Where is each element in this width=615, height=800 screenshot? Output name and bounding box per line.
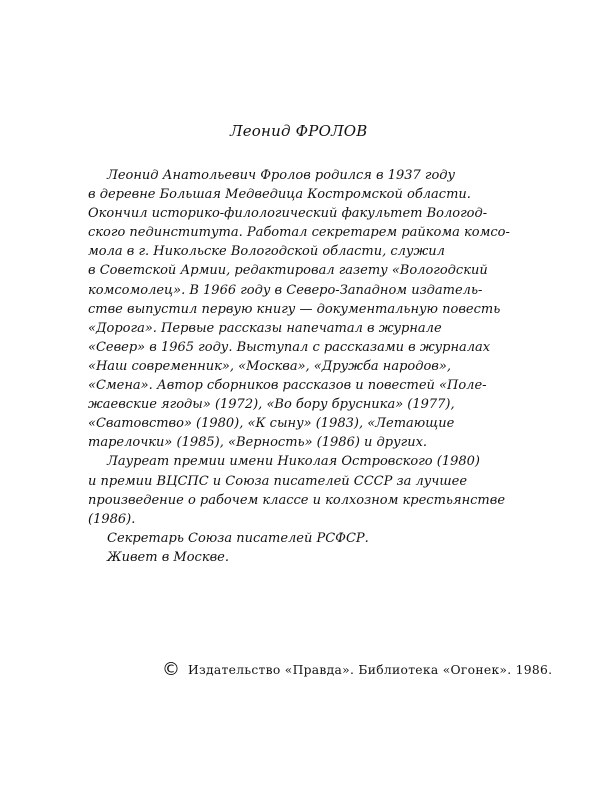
bio-line: (1986). (88, 511, 136, 527)
bio-line: ского пединститута. Работал секретарем райкома комсо- (88, 225, 510, 241)
bio-line: «Север» в 1965 году. Выступал с рассказами в журналах (88, 339, 491, 355)
bio-line: Окончил историко-филологический факультет Вологод- (88, 206, 488, 222)
bio-line: «Дорога». Первые рассказы напечатал в журнале (88, 320, 442, 336)
bio-line: и премии ВЦСПС и Союза писателей СССР за лучшее (88, 473, 468, 489)
bio-line: Живет в Москве. (107, 549, 229, 565)
bio-line: произведение о рабочем классе и колхозном крестьянстве (88, 492, 506, 508)
author-heading: Леонид ФРОЛОВ (230, 122, 368, 140)
bio-line: Лауреат премии имени Николая Островского (1980) (107, 454, 480, 470)
bio-line: стве выпустил первую книгу — документальную повесть (88, 301, 501, 317)
biography (88, 166, 520, 567)
bio-line: Леонид Анатольевич Фролов родился в 1937 году (107, 168, 456, 183)
bio-line: «Сватовство» (1980), «К сыну» (1983), «Летающие (88, 416, 455, 432)
bio-line: мола в г. Никольске Вологодской области, служил (88, 244, 445, 260)
copyright-text: Издательство «Правда». Библиотека «Огонек». 1986. (188, 663, 553, 677)
bio-line: «Смена». Автор сборников рассказов и повестей «Поле- (88, 378, 487, 394)
copyright-notice (162, 660, 552, 680)
copyright-icon: © (162, 659, 180, 680)
bio-line: тарелочки» (1985), «Верность» (1986) и других. (88, 435, 428, 451)
bio-line: в Советской Армии, редактировал газету «Вологодский (88, 263, 488, 279)
bio-line: в деревне Большая Медведица Костромской области. (88, 187, 471, 203)
bio-line: комсомолец». В 1966 году в Северо-Западном издатель- (88, 282, 483, 298)
bio-line: жаевские ягоды» (1972), «Во бору брусника» (1977), (88, 397, 455, 413)
bio-line: Секретарь Союза писателей РСФСР. (107, 530, 369, 546)
bio-line: «Наш современник», «Москва», «Дружба народов», (88, 358, 451, 374)
